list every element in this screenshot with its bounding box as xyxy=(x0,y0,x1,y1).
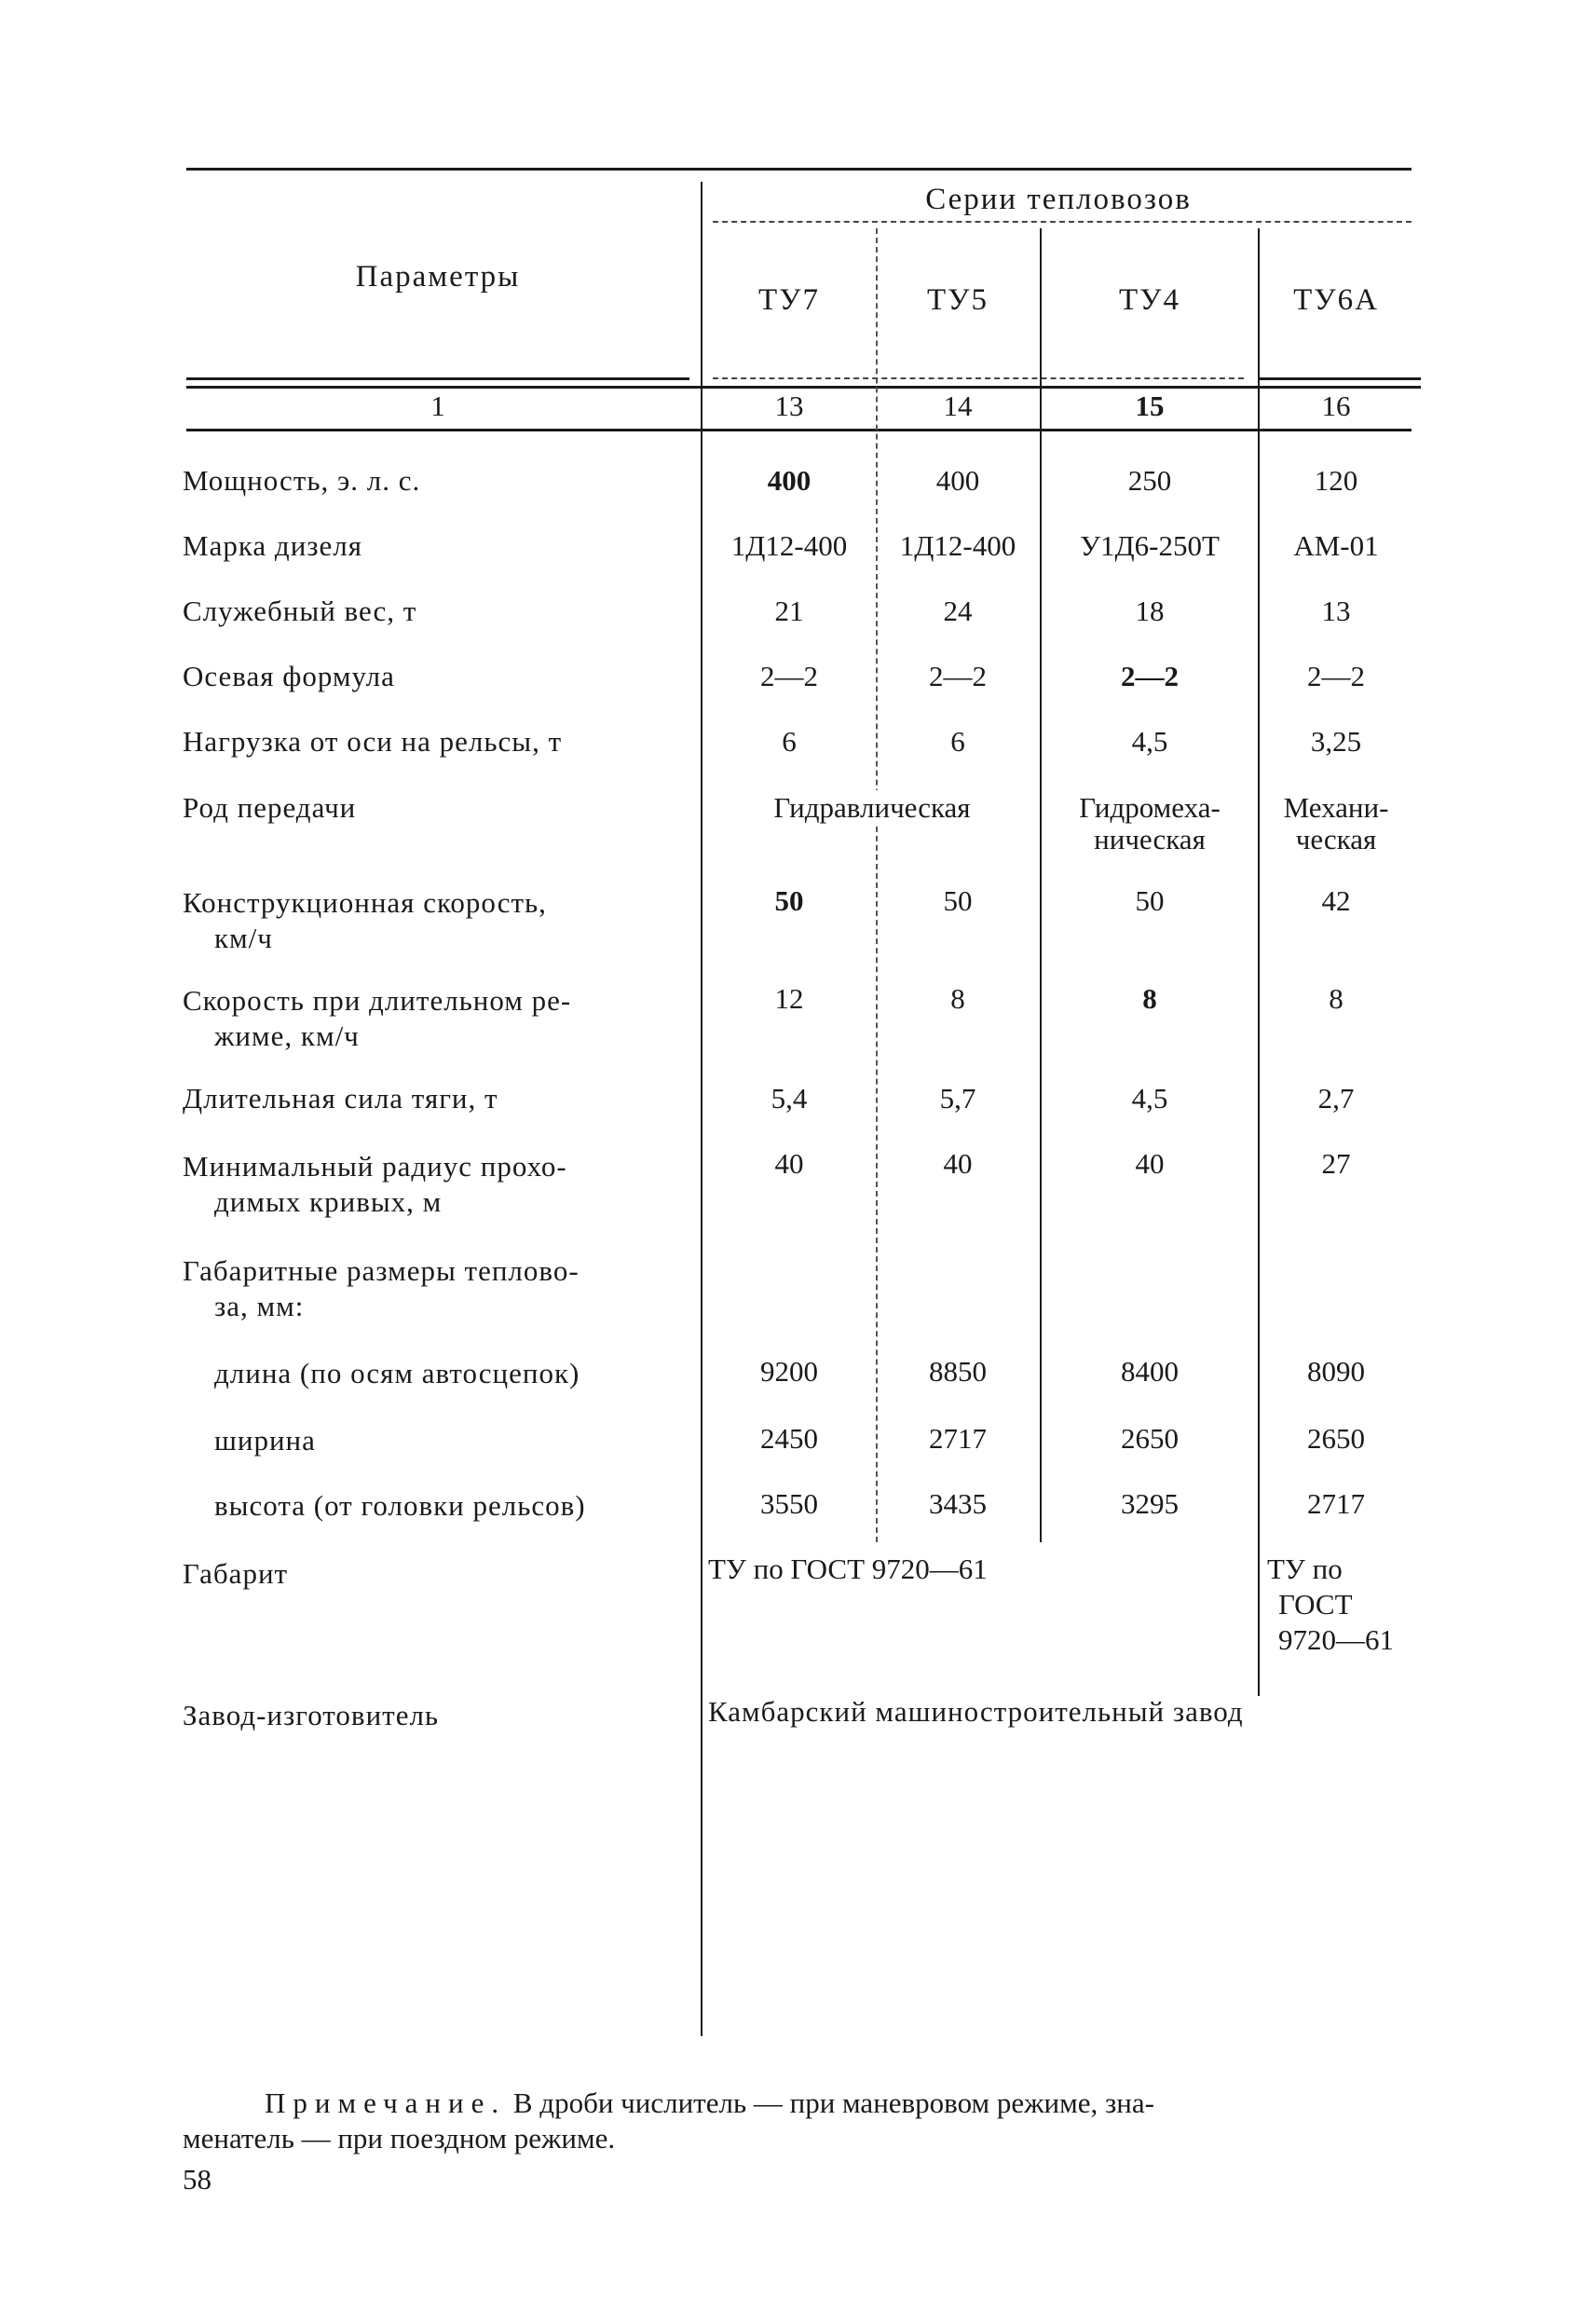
param-design-speed xyxy=(183,885,704,956)
length-tu4: 8400 xyxy=(1121,1355,1179,1388)
colnum-bottom-rule xyxy=(186,429,1412,431)
weight-tu5: 24 xyxy=(943,595,973,627)
width-tu7: 2450 xyxy=(760,1422,818,1455)
param-min-radius xyxy=(183,1149,704,1220)
width-tu4: 2650 xyxy=(1121,1422,1179,1455)
radius-tu4: 40 xyxy=(1135,1147,1165,1180)
axle-tu7: 2—2 xyxy=(760,660,818,692)
param-dimensions-line2: за, мм: xyxy=(214,1290,305,1322)
colnum-1: 1 xyxy=(430,390,445,422)
transmission-tu4-line1: Гидромеха- xyxy=(1079,791,1221,824)
axle-tu5: 2—2 xyxy=(929,660,987,692)
param-axle-formula: Осевая формула xyxy=(183,660,395,692)
diesel-tu4: У1Д6-250Т xyxy=(1080,529,1220,562)
param-cont-speed-line2: жиме, км/ч xyxy=(214,1019,360,1052)
axle-tu4: 2—2 xyxy=(1121,660,1179,692)
colnum-13: 13 xyxy=(774,390,804,422)
transmission-tu4-line2: ническая xyxy=(1094,823,1206,855)
force-tu7: 5,4 xyxy=(771,1082,808,1115)
load-tu4: 4,5 xyxy=(1131,725,1168,758)
transmission-tu6a-line1: Механи- xyxy=(1283,791,1389,824)
series-title: Серии тепловозов xyxy=(925,183,1192,216)
load-tu7: 6 xyxy=(782,725,797,758)
diesel-tu7: 1Д12-400 xyxy=(730,529,848,562)
radius-tu7: 40 xyxy=(774,1147,804,1180)
series-tu4: ТУ4 xyxy=(1118,283,1181,317)
gauge-tu6a-line2: ГОСТ xyxy=(1278,1588,1353,1621)
cspeed-tu4: 8 xyxy=(1142,982,1157,1015)
note-text: В дроби числитель — при маневровом режиме, зна- xyxy=(512,2086,1154,2119)
param-dimensions-line1: Габаритные размеры теплово- xyxy=(183,1254,580,1287)
transmission-tu6a-line2: ческая xyxy=(1295,823,1377,855)
power-tu4: 250 xyxy=(1127,464,1172,497)
force-tu4: 4,5 xyxy=(1131,1082,1168,1115)
note-label: Примечание. xyxy=(265,2086,507,2119)
manufacturer-value: Камбарский машиностроительный завод xyxy=(708,1695,1244,1728)
gauge-tu6a-line3: 9720—61 xyxy=(1278,1623,1394,1656)
param-width: ширина xyxy=(214,1424,316,1457)
series-underline xyxy=(713,221,1412,223)
param-height: высота (от головки рельсов) xyxy=(214,1489,586,1522)
diesel-tu5: 1Д12-400 xyxy=(899,529,1016,562)
height-tu7: 3550 xyxy=(760,1487,818,1520)
param-dimensions xyxy=(183,1253,704,1324)
note-text-2: менатель — при поездном режиме. xyxy=(183,2122,616,2155)
page-number: 58 xyxy=(183,2163,211,2196)
header-bottom-rule-mid xyxy=(713,377,1244,379)
height-tu4: 3295 xyxy=(1121,1487,1179,1520)
series-tu5: ТУ5 xyxy=(926,283,989,317)
length-tu7: 9200 xyxy=(760,1355,818,1388)
weight-tu7: 21 xyxy=(774,595,804,627)
radius-tu6a: 27 xyxy=(1321,1147,1351,1180)
param-tractive-force: Длительная сила тяги, т xyxy=(183,1082,498,1115)
series-tu6a: ТУ6А xyxy=(1293,283,1379,317)
colnum-15: 15 xyxy=(1135,390,1165,422)
param-axle-load: Нагрузка от оси на рельсы, т xyxy=(183,725,563,758)
param-cont-speed-line1: Скорость при длительном ре- xyxy=(183,984,572,1017)
table-top-rule xyxy=(186,168,1412,171)
param-design-speed-line1: Конструкционная скорость, xyxy=(183,886,547,919)
param-design-speed-line2: км/ч xyxy=(214,922,273,954)
param-min-radius-line1: Минимальный радиус прохо- xyxy=(183,1150,567,1183)
axle-tu6a: 2—2 xyxy=(1307,660,1365,692)
param-gauge: Габарит xyxy=(183,1557,289,1590)
weight-tu6a: 13 xyxy=(1321,595,1351,627)
width-tu5: 2717 xyxy=(929,1422,987,1455)
header-bottom-rule-left xyxy=(186,377,689,380)
note xyxy=(183,2086,1412,2156)
load-tu5: 6 xyxy=(950,725,965,758)
param-manufacturer: Завод-изготовитель xyxy=(183,1699,440,1731)
power-tu5: 400 xyxy=(935,464,980,497)
param-min-radius-line2: димых кривых, м xyxy=(214,1185,443,1218)
vline-15-16 xyxy=(1258,228,1260,1696)
dspeed-tu4: 50 xyxy=(1135,884,1165,917)
header-bottom-rule-right xyxy=(1258,377,1421,380)
weight-tu4: 18 xyxy=(1135,595,1165,627)
cspeed-tu6a: 8 xyxy=(1329,982,1344,1015)
force-tu5: 5,7 xyxy=(939,1082,976,1115)
gauge-tu6a-line1: ТУ по xyxy=(1267,1553,1343,1585)
load-tu6a: 3,25 xyxy=(1310,725,1362,758)
cspeed-tu5: 8 xyxy=(950,982,965,1015)
height-tu6a: 2717 xyxy=(1307,1487,1365,1520)
series-tu7: ТУ7 xyxy=(757,283,821,317)
cspeed-tu7: 12 xyxy=(774,982,804,1015)
colnum-14: 14 xyxy=(943,390,973,422)
param-weight: Служебный вес, т xyxy=(183,595,417,627)
param-transmission: Род передачи xyxy=(183,791,357,824)
param-length: длина (по осям автосцепок) xyxy=(214,1357,580,1389)
width-tu6a: 2650 xyxy=(1307,1422,1365,1455)
gauge-tu7-tu4: ТУ по ГОСТ 9720—61 xyxy=(708,1553,988,1585)
colnum-16: 16 xyxy=(1321,390,1351,422)
length-tu5: 8850 xyxy=(929,1355,987,1388)
diesel-tu6a: АМ-01 xyxy=(1293,529,1379,562)
power-tu7: 400 xyxy=(767,464,812,497)
param-cont-speed xyxy=(183,983,704,1054)
dspeed-tu6a: 42 xyxy=(1321,884,1351,917)
params-title: Параметры xyxy=(355,260,521,294)
height-tu5: 3435 xyxy=(929,1487,987,1520)
dspeed-tu5: 50 xyxy=(943,884,973,917)
param-diesel: Марка дизеля xyxy=(183,529,363,562)
length-tu6a: 8090 xyxy=(1307,1355,1365,1388)
power-tu6a: 120 xyxy=(1314,464,1358,497)
radius-tu5: 40 xyxy=(943,1147,973,1180)
dspeed-tu7: 50 xyxy=(774,884,804,917)
param-power: Мощность, э. л. с. xyxy=(183,464,421,497)
transmission-tu7-tu5: Гидравлическая xyxy=(704,790,1040,826)
force-tu6a: 2,7 xyxy=(1317,1082,1355,1115)
